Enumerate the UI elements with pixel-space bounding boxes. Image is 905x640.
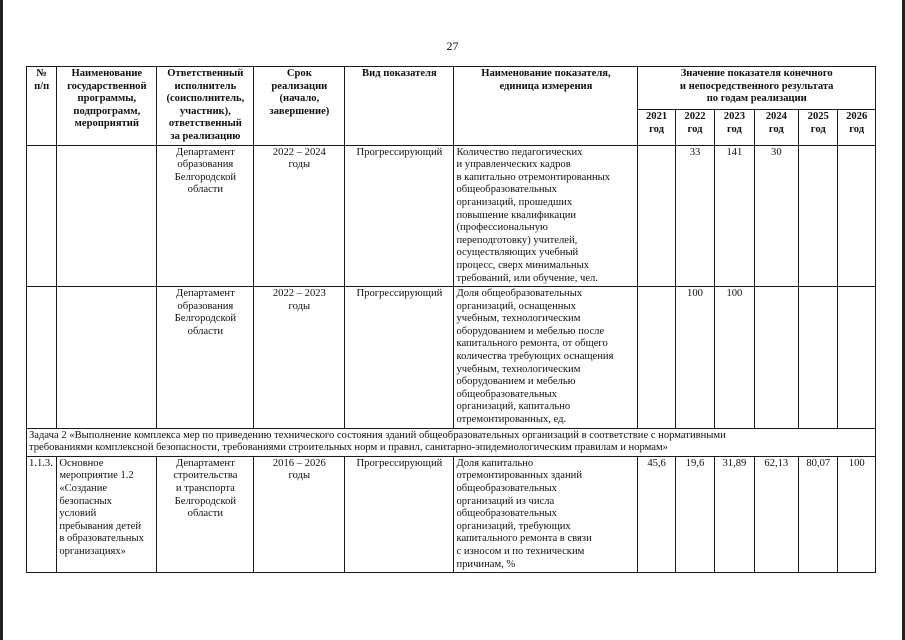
cell-value-2026 — [838, 287, 876, 429]
cell-value-2024 — [754, 287, 798, 429]
cell-indicator-name: Доля общеобразовательных организаций, оснащенных учебным, технологическим оборудованием и мебелью после капитального ремонта, от общего количества требующих оснащения учебным, технологическим оборудованием и мебелью общеобразовательных организаций, капитально отремонтированных, ед. — [454, 287, 638, 429]
cell-term: 2022 – 2024 годы — [254, 145, 345, 287]
cell-indicator-name: Количество педагогических и управленческих кадров в капитально отремонтированных общеобразовательных организаций, прошедших повышение квалификации (профессиональную переподготовку) учителей, осуществляющих учебный процесс, сверх минимальных требований, или обучение, чел. — [454, 145, 638, 287]
cell-value-2025 — [799, 287, 838, 429]
page-number: 27 — [446, 39, 459, 53]
cell-executor: Департамент образования Белгородской области — [157, 287, 254, 429]
cell-executor: Департамент образования Белгородской области — [157, 145, 254, 287]
table-row — [27, 287, 876, 429]
cell-value-2022: 100 — [675, 287, 714, 429]
cell-value-2022: 33 — [675, 145, 714, 287]
cell-value-2025: 80,07 — [799, 456, 838, 572]
indicators-table — [26, 66, 876, 573]
cell-value-2026 — [838, 145, 876, 287]
header-year-2022: 2022 год — [675, 110, 714, 146]
cell-value-2023: 31,89 — [715, 456, 754, 572]
cell-term: 2022 – 2023 годы — [254, 287, 345, 429]
cell-value-2023: 141 — [715, 145, 754, 287]
cell-indicator-name: Доля капитально отремонтированных зданий общеобразовательных организаций из числа общеобразовательных организаций, требующих капитального ремонта в связи с износом и по техническим причинам, % — [454, 456, 638, 572]
header-indicator-name: Наименование показателя, единица измерения — [454, 67, 638, 146]
cell-num — [27, 145, 57, 287]
cell-program-name: Основное мероприятие 1.2 «Создание безопасных условий пребывания детей в образовательных организациях» — [57, 456, 157, 572]
header-indicator-type: Вид показателя — [345, 67, 454, 146]
cell-value-2022: 19,6 — [675, 456, 714, 572]
task-row — [27, 428, 876, 456]
header-program-name: Наименование государственной программы, подпрограмм, мероприятий — [57, 67, 157, 146]
cell-value-2025 — [799, 145, 838, 287]
header-year-2026: 2026 год — [838, 110, 876, 146]
cell-indicator-type: Прогрессирующий — [345, 145, 454, 287]
table-row — [27, 456, 876, 572]
cell-num: 1.1.3. — [27, 456, 57, 572]
cell-executor: Департамент строительства и транспорта Белгородской области — [157, 456, 254, 572]
header-year-2024: 2024 год — [754, 110, 798, 146]
task-heading: Задача 2 «Выполнение комплекса мер по приведению технического состояния зданий общеобразовательных организаций в соответствие с нормативными требованиями комплексной безопасности, требованиями строительных норм и правил, санитарно-эпидемиологическим правилам и нормам» — [27, 428, 876, 456]
cell-program-name — [57, 145, 157, 287]
cell-value-2023: 100 — [715, 287, 754, 429]
cell-indicator-type: Прогрессирующий — [345, 287, 454, 429]
header-year-2023: 2023 год — [715, 110, 754, 146]
cell-value-2024: 30 — [754, 145, 798, 287]
header-year-2025: 2025 год — [799, 110, 838, 146]
cell-value-2021: 45,6 — [638, 456, 675, 572]
cell-program-name — [57, 287, 157, 429]
cell-value-2021 — [638, 145, 675, 287]
cell-value-2021 — [638, 287, 675, 429]
header-executor: Ответственный исполнитель (соисполнитель, участник), ответственный за реализацию — [157, 67, 254, 146]
header-year-2021: 2021 год — [638, 110, 675, 146]
cell-term: 2016 – 2026 годы — [254, 456, 345, 572]
cell-indicator-type: Прогрессирующий — [345, 456, 454, 572]
table-row — [27, 145, 876, 287]
cell-value-2024: 62,13 — [754, 456, 798, 572]
cell-value-2026: 100 — [838, 456, 876, 572]
cell-num — [27, 287, 57, 429]
header-values: Значение показателя конечного и непосредственного результата по годам реализации — [638, 67, 876, 110]
header-num: № п/п — [27, 67, 57, 146]
header-term: Срок реализации (начало, завершение) — [254, 67, 345, 146]
